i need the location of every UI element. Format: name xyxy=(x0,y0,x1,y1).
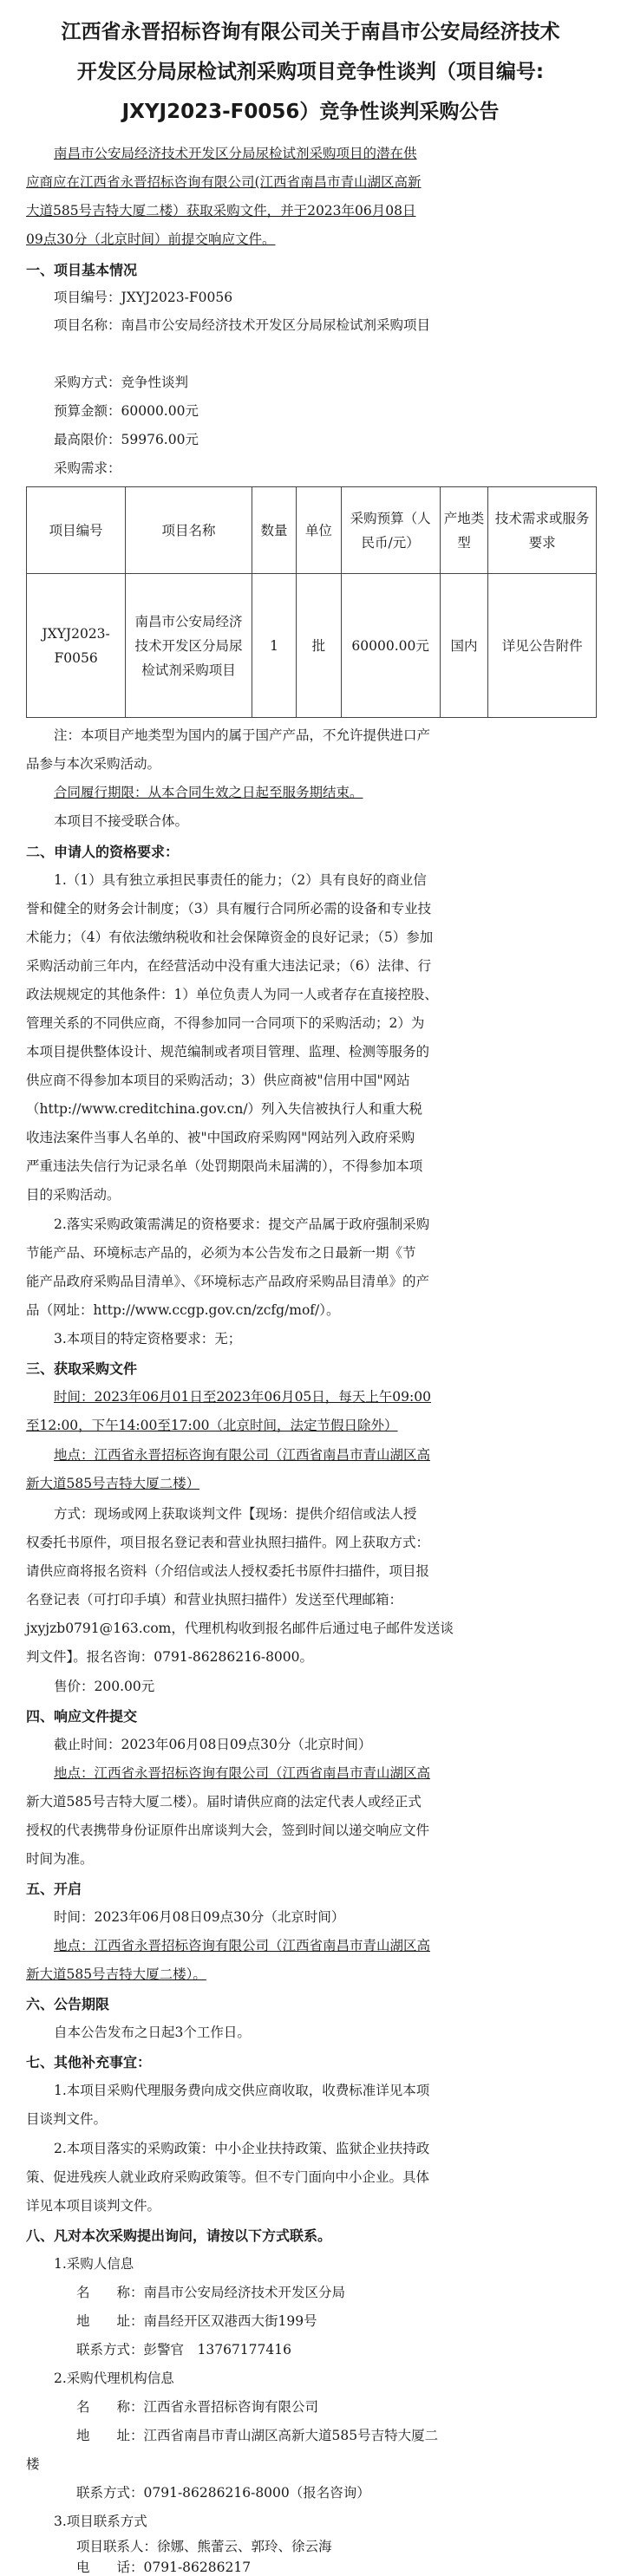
submission-place: 时间为准。 xyxy=(26,1851,94,1867)
supplement-1: 目谈判文件。 xyxy=(26,2111,108,2127)
qualification-para-3: 3.本项目的特定资格要求：无； xyxy=(54,1331,242,1347)
table-header-cell: 项目编号 xyxy=(27,487,126,574)
intro-line-1: 南昌市公安局经济技术开发区分局尿检试剂采购项目的潜在供 xyxy=(54,146,417,161)
purchaser-contact: 联系方式：彭警官 13767177416 xyxy=(76,2342,291,2358)
supplement-1: 1.本项目采购代理服务费向成交供应商收取，收费标准详见本项 xyxy=(54,2083,430,2098)
budget-amount: 预算金额：60000.00元 xyxy=(54,403,199,419)
opening-place: 新大道585号吉特大厦二楼）。 xyxy=(26,1966,206,1982)
qualification-para-1: 本项目提供整体设计、规范编制或者项目管理、监理、检测等服务的 xyxy=(26,1044,430,1060)
table-header-cell: 项目名称 xyxy=(126,487,252,574)
procurement-table xyxy=(26,486,597,718)
qualification-para-1: （http://www.creditchina.gov.cn/）列入失信被执行人和重大税 xyxy=(26,1101,423,1117)
obtain-method: 名登记表（可打印手填）和营业执照扫描件）发送至代理邮箱： xyxy=(26,1592,403,1608)
table-cell: 批 xyxy=(297,574,341,718)
opening-place: 地点：江西省永晋招标咨询有限公司（江西省南昌市青山湖区高 xyxy=(54,1938,431,1953)
intro-line-2: 应商应在江西省永晋招标咨询有限公司(江西省南昌市青山湖区高新 xyxy=(26,174,422,190)
intro-line-4: 09点30分（北京时间）前提交响应文件。 xyxy=(26,232,276,247)
page-title xyxy=(17,12,604,132)
table-header-cell: 产地类型 xyxy=(440,487,488,574)
table-header-cell: 数量 xyxy=(252,487,296,574)
project-contact-person: 项目联系人：徐娜、熊蕾云、郭玲、徐云海 xyxy=(76,2539,332,2554)
submission-deadline: 截止时间：2023年06月08日09点30分（北京时间） xyxy=(54,1737,372,1752)
note-line-2: 品参与本次采购活动。 xyxy=(26,756,161,772)
qualification-para-2: 节能产品、环境标志产品的，必须为本公告发布之日最新一期《节 xyxy=(26,1245,416,1261)
obtain-time: 时间：2023年06月01日至2023年06月05日，每天上午09:00 xyxy=(54,1389,431,1405)
title-line-2: 开发区分局尿检试剂采购项目竞争性谈判（项目编号: xyxy=(76,61,545,83)
procurement-method: 采购方式：竞争性谈判 xyxy=(54,375,189,390)
submission-place: 授权的代表携带身份证原件出席谈判大会，签到时间以递交响应文件 xyxy=(26,1823,430,1838)
intro-line-3: 大道585号吉特大厦二楼）获取采购文件，并于2023年06月08日 xyxy=(26,203,416,218)
qualification-para-1: 管理关系的不同供应商，不得参加同一合同项下的采购活动；2）为 xyxy=(26,1015,425,1031)
agency-info-title: 2.采购代理机构信息 xyxy=(54,2371,174,2386)
section-4-heading: 四、响应文件提交 xyxy=(26,1708,138,1725)
qualification-para-1: 政法规规定的其他条件：1）单位负责人为同一人或者存在直接控股、 xyxy=(26,987,438,1002)
table-header-cell: 采购预算（人民币/元） xyxy=(341,487,440,574)
max-price: 最高限价：59976.00元 xyxy=(54,432,199,447)
table-cell: 60000.00元 xyxy=(341,574,440,718)
obtain-time: 至12:00，下午14:00至17:00（北京时间，法定节假日除外） xyxy=(26,1418,398,1433)
obtain-method: 方式：现场或网上获取谈判文件【现场：提供介绍信或法人授 xyxy=(54,1506,417,1522)
table-header-row xyxy=(27,487,597,574)
procurement-needs-label: 采购需求： xyxy=(54,460,121,476)
project-number: 项目编号：JXYJ2023-F0056 xyxy=(54,290,233,305)
section-6-heading: 六、公告期限 xyxy=(26,1996,110,2012)
section-5-heading: 五、开启 xyxy=(26,1881,82,1897)
qualification-para-1: 1.（1）具有独立承担民事责任的能力；（2）具有良好的商业信 xyxy=(54,872,427,888)
purchaser-info-title: 1.采购人信息 xyxy=(54,2256,134,2272)
table-header-cell: 单位 xyxy=(297,487,341,574)
agency-contact: 联系方式：0791-86286216-8000（报名咨询） xyxy=(76,2485,370,2501)
agency-address: 地 址：江西省南昌市青山湖区高新大道585号吉特大厦二 xyxy=(76,2428,439,2443)
table-cell: 1 xyxy=(252,574,296,718)
section-3-heading: 三、获取采购文件 xyxy=(26,1360,138,1377)
agency-address: 楼 xyxy=(26,2456,40,2472)
qualification-para-1: 供应商不得参加本项目的采购活动；3）供应商被"信用中国"网站 xyxy=(26,1073,410,1088)
qualification-para-2: 2.落实采购政策需满足的资格要求：提交产品属于政府强制采购 xyxy=(54,1216,430,1232)
purchaser-name: 名 称：南昌市公安局经济技术开发区分局 xyxy=(76,2285,346,2300)
qualification-para-2: 品（网址：http://www.ccgp.gov.cn/zcfg/mof/）。 xyxy=(26,1302,340,1318)
submission-place: 地点：江西省永晋招标咨询有限公司（江西省南昌市青山湖区高 xyxy=(54,1765,431,1781)
note-line-1: 注：本项目产地类型为国内的属于国产产品，不允许提供进口产 xyxy=(54,727,431,743)
notice-period: 自本公告发布之日起3个工作日。 xyxy=(54,2025,251,2040)
consortium-note: 本项目不接受联合体。 xyxy=(54,813,189,829)
table-cell: 南昌市公安局经济技术开发区分局尿检试剂采购项目 xyxy=(126,574,252,718)
table-row xyxy=(27,574,597,718)
obtain-place: 地点：江西省永晋招标咨询有限公司（江西省南昌市青山湖区高 xyxy=(54,1447,431,1463)
qualification-para-2: 能产品政府采购品目清单》、《环境标志产品政府采购品目清单》的产 xyxy=(26,1274,430,1289)
table-cell: JXYJ2023-F0056 xyxy=(27,574,126,718)
contract-period: 合同履行期限：从本合同生效之日起至服务期结束。 xyxy=(54,785,363,800)
supplement-2: 详见本项目谈判文件。 xyxy=(26,2198,161,2214)
project-contact-title: 3.项目联系方式 xyxy=(54,2514,147,2529)
table-header-cell: 技术需求或服务要求 xyxy=(488,487,597,574)
agency-name: 名 称：江西省永晋招标咨询有限公司 xyxy=(76,2399,319,2415)
section-7-heading: 七、其他补充事宜： xyxy=(26,2054,152,2071)
table-cell: 详见公告附件 xyxy=(488,574,597,718)
project-contact-phone: 电 话：0791-86286217 xyxy=(76,2560,252,2575)
obtain-method: 权委托书原件，项目报名登记表和营业执照扫描件。网上获取方式： xyxy=(26,1535,430,1550)
obtain-place: 新大道585号吉特大厦二楼） xyxy=(26,1476,200,1491)
obtain-method: 请供应商将报名资料（介绍信或法人授权委托书原件扫描件，项目报 xyxy=(26,1563,430,1579)
qualification-para-1: 收违法案件当事人名单的、被"中国政府采购网"网站列入政府采购 xyxy=(26,1130,415,1145)
supplement-2: 策、促进残疾人就业政府采购政策等。但不专门面向中小企业。具体 xyxy=(26,2169,430,2185)
section-8-heading: 八、凡对本次采购提出询问，请按以下方式联系。 xyxy=(26,2227,332,2244)
supplement-2: 2.本项目落实的采购政策：中小企业扶持政策、监狱企业扶持政 xyxy=(54,2141,430,2156)
title-line-1: 江西省永晋招标咨询有限公司关于南昌市公安局经济技术 xyxy=(61,21,560,43)
purchaser-address: 地 址：南昌经开区双港西大街199号 xyxy=(76,2313,317,2329)
qualification-para-1: 严重违法失信行为记录名单（处罚期限尚未届满的），不得参加本项 xyxy=(26,1158,423,1174)
obtain-method: 判文件】。报名咨询：0791-86286216-8000。 xyxy=(26,1649,314,1665)
qualification-para-1: 采购活动前三年内，在经营活动中没有重大违法记录；（6）法律、行 xyxy=(26,958,432,974)
table-cell: 国内 xyxy=(440,574,488,718)
submission-place: 新大道585号吉特大厦二楼）。届时请供应商的法定代表人或经正式 xyxy=(26,1794,422,1810)
opening-time: 时间：2023年06月08日09点30分（北京时间） xyxy=(54,1909,345,1925)
obtain-method: jxyjzb0791@163.com，代理机构收到报名邮件后通过电子邮件发送谈 xyxy=(26,1621,454,1636)
qualification-para-1: 术能力；（4）有依法缴纳税收和社会保障资金的良好记录；（5）参加 xyxy=(26,929,434,945)
section-2-heading: 二、申请人的资格要求： xyxy=(26,844,180,860)
title-line-3: JXYJ2023-F0056）竞争性谈判采购公告 xyxy=(121,101,500,123)
qualification-para-1: 誉和健全的财务会计制度；（3）具有履行合同所必需的设备和专业技 xyxy=(26,901,432,916)
section-1-heading: 一、项目基本情况 xyxy=(26,262,138,278)
project-name: 项目名称：南昌市公安局经济技术开发区分局尿检试剂采购项目 xyxy=(54,317,431,333)
qualification-para-1: 目的采购活动。 xyxy=(26,1187,121,1203)
document-price: 售价：200.00元 xyxy=(54,1679,155,1694)
